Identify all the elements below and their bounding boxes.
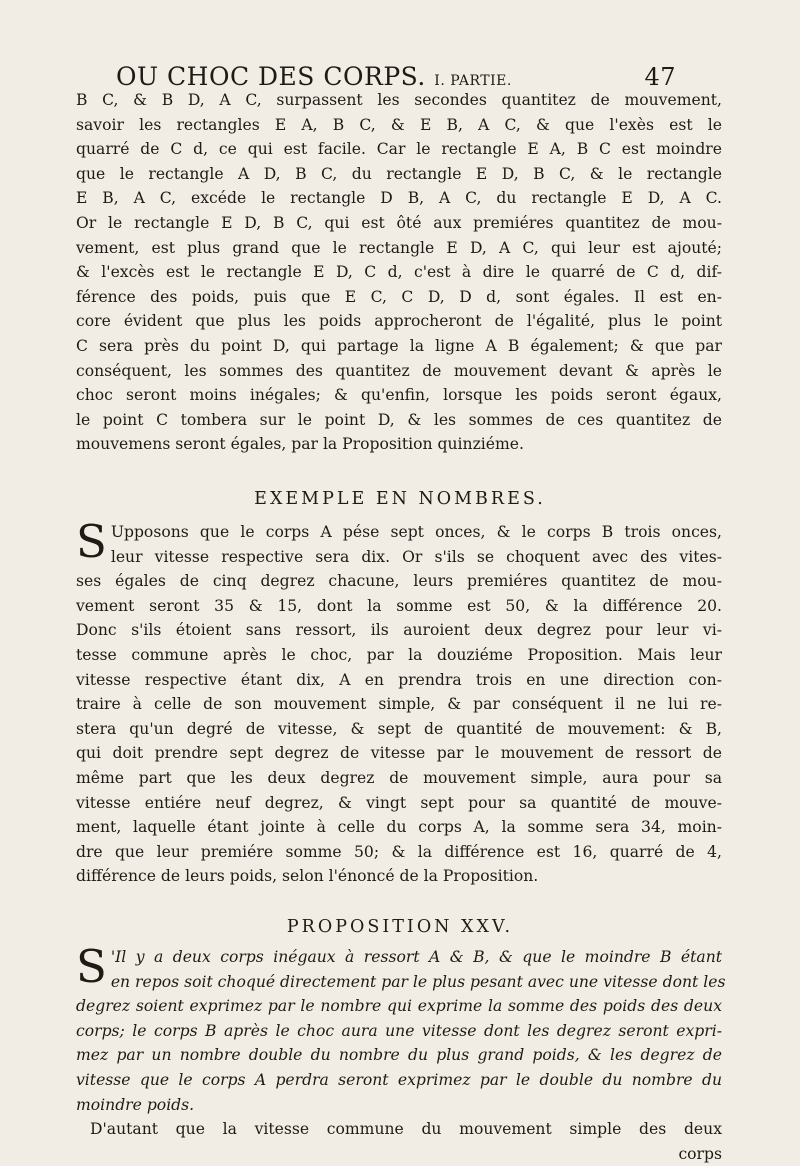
text-line: choc seront moins inégales; & qu'enfin, lorsque les poids seront égaux, [76,386,722,405]
text-line: & l'excès est le rectangle E D, C d, c'est à dire le quarré de C d, dif- [76,263,722,282]
running-title-text: OU CHOC DES CORPS. [116,62,426,91]
text-line: C sera près du point D, qui partage la ligne A B également; & que par [76,336,722,355]
catchword: corps [678,1144,722,1163]
proposition-demonstration [76,1117,722,1142]
text-line: vement seront 35 & 15, dont la somme est 50, & la différence 20. [76,596,722,615]
text-line: quarré de C d, ce qui est facile. Car le rectangle E A, B C est moindre [76,140,722,159]
text-line: Donc s'ils étoient sans ressort, ils auroient deux degrez pour leur vi- [76,621,722,640]
text-line: stera qu'un degré de vitesse, & sept de quantité de mouvement: & B, [76,719,722,738]
text-line: ment, laquelle étant jointe à celle du corps A, la somme sera 34, moin- [76,818,722,837]
text-line: ses égales de cinq degrez chacune, leurs premiéres quantitez de mou- [76,572,722,591]
text-line: 'Il y a deux corps inégaux à ressort A & B, & que le moindre B étant [110,948,722,966]
example-heading: EXEMPLE EN NOMBRES. [254,489,546,509]
text-line: Or le rectangle E D, B C, qui est ôté aux premiéres quantitez de mou- [76,213,722,232]
drop-cap: S [76,515,107,568]
text-line: leur vitesse respective sera dix. Or s'ils se choquent avec des vites- [110,547,722,566]
page-number: 47 [644,63,676,91]
text-line: E B, A C, excéde le rectangle D B, A C, du rectangle E D, A C. [76,189,722,208]
text-line: différence de leurs poids, selon l'énoncé de la Proposition. [76,867,539,886]
text-line: le point C tombera sur le point D, & les sommes de ces quantitez de [76,410,722,429]
text-line: en repos soit choqué directement par le plus pesant avec une vitesse dont les [110,972,726,991]
text-line: savoir les rectangles E A, B C, & E B, A C, & que l'exès est le [76,115,722,134]
text-line: que le rectangle A D, B C, du rectangle E D, B C, & le rectangle [76,164,722,183]
paragraph-example [76,515,722,889]
text-line: mouvemens seront égales, par la Proposition quinziéme. [76,435,524,454]
text-line: moindre poids. [76,1095,195,1114]
text-line: traire à celle de son mouvement simple, & par conséquent il ne lui re- [76,695,722,714]
paragraph-demonstration [76,88,722,457]
text-line: qui doit prendre sept degrez de vitesse par le mouvement de ressort de [76,744,722,763]
text-line: D'autant que la vitesse commune du mouvement simple des deux [90,1120,722,1139]
text-line: vitesse respective étant dix, A en prendra trois en une direction con- [76,670,722,689]
text-line: corps; le corps B après le choc aura une vitesse dont les degrez seront expri- [76,1021,722,1040]
running-header [116,62,676,91]
text-line: core évident que plus les poids approcheront de l'égalité, plus le point [76,312,722,331]
text-line: B C, & B D, A C, surpassent les secondes quantitez de mouvement, [76,91,722,109]
text-line: tesse commune après le choc, par la douziéme Proposition. Mais leur [76,645,722,664]
proposition-heading: PROPOSITION XXV. [286,917,514,937]
text-line: vitesse que le corps A perdra seront exprimez par le double du nombre du [76,1070,722,1089]
running-title [116,62,512,91]
part-label: I. PARTIE. [434,73,512,89]
text-line: Upposons que le corps A pése sept onces, & le corps B trois onces, [110,523,722,541]
text-line: même part que les deux degrez de mouvement simple, aura pour sa [76,768,722,787]
text-line: degrez soient exprimez par le nombre qui exprime la somme des poids des deux [76,997,722,1016]
text-line: vitesse entiére neuf degrez, & vingt sept pour sa quantité de mouve- [76,793,722,812]
proposition-statement [76,940,726,1166]
drop-cap: S [76,940,107,993]
text-line: mez par un nombre double du nombre du plus grand poids, & les degrez de [76,1046,722,1065]
text-line: dre que leur premiére somme 50; & la différence est 16, quarré de 4, [76,842,722,861]
text-line: férence des poids, puis que E C, C D, D d, sont égales. Il est en- [76,287,722,306]
text-line: vement, est plus grand que le rectangle E D, A C, qui leur est ajouté; [76,238,722,257]
text-line: conséquent, les sommes des quantitez de mouvement devant & après le [76,361,722,380]
